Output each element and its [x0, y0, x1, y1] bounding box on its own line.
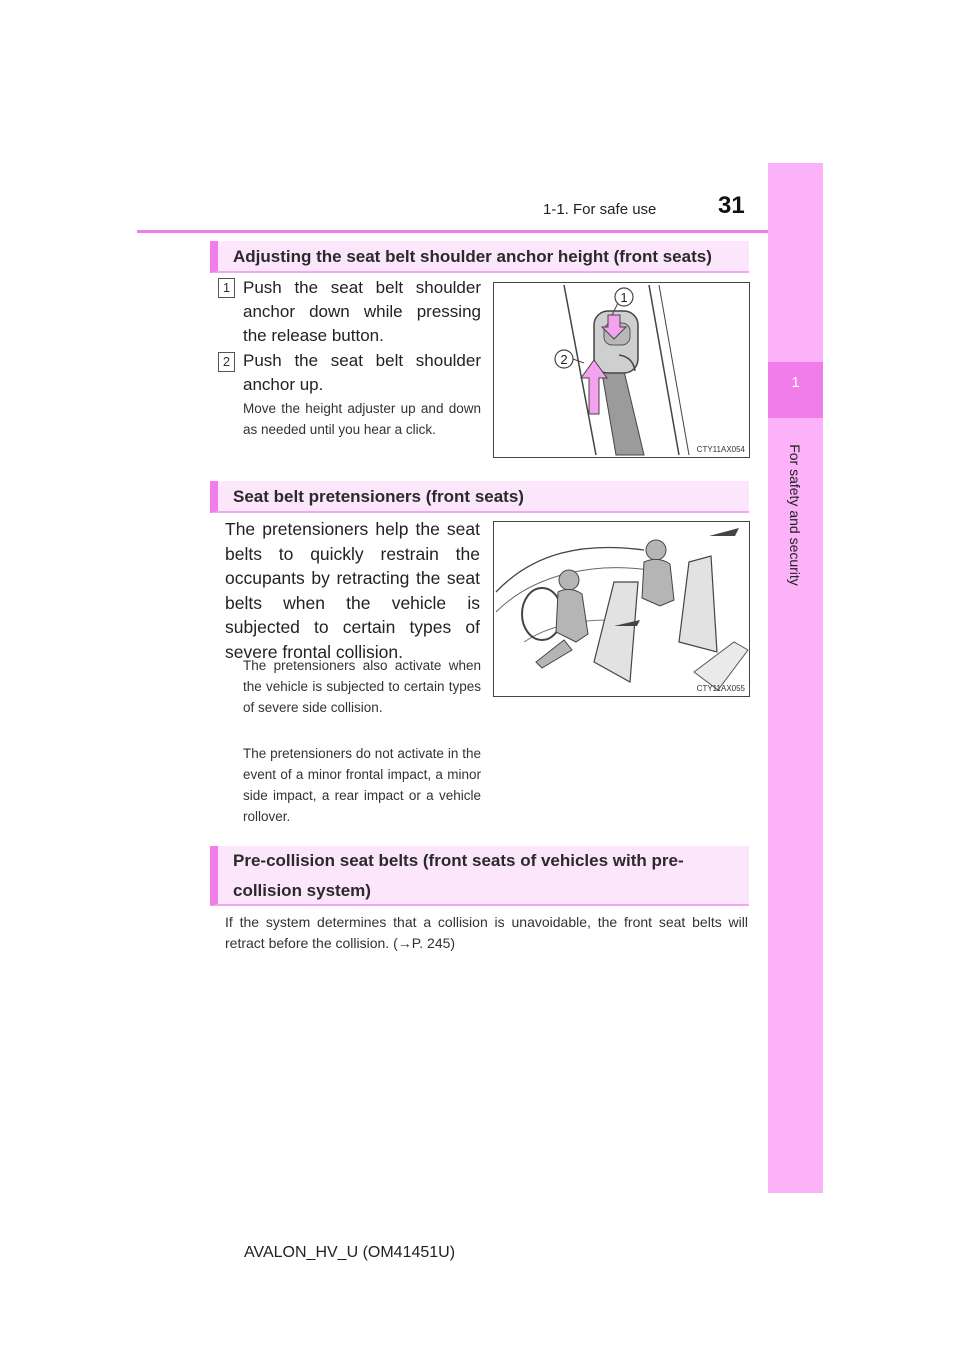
- footer-model-code: AVALON_HV_U (OM41451U): [244, 1244, 456, 1261]
- pretensioner-note-2: The pretensioners do not activate in the event of a minor frontal impact, a minor side impact, a rear impact or a vehicle rollover.: [243, 746, 481, 824]
- side-tab-chapter-number: 1: [791, 374, 800, 391]
- figure-shoulder-anchor: [493, 282, 750, 458]
- figure-callout-2: 2: [560, 352, 568, 367]
- side-tab-chapter-label: For safety and security: [787, 444, 803, 586]
- step-text-2: Push the seat belt shoulder anchor up.: [243, 351, 481, 394]
- header-rule: [137, 230, 822, 233]
- figure-caption-055: CTY11AX055: [696, 684, 745, 693]
- section-heading-shoulder-anchor: Adjusting the seat belt shoulder anchor height (front seats): [210, 241, 749, 273]
- step-note: Move the height adjuster up and down as needed until you hear a click.: [243, 401, 481, 437]
- section-heading-pretensioners: Seat belt pretensioners (front seats): [210, 481, 749, 513]
- step-text-1: Push the seat belt shoulder anchor down while pressing the release button.: [243, 278, 481, 345]
- step-number-2: 2: [218, 352, 235, 372]
- running-header-section: 1-1. For safe use: [543, 201, 657, 218]
- pretensioner-illustration: [494, 522, 749, 696]
- shoulder-anchor-illustration: [494, 283, 749, 457]
- step-number-1: 1: [218, 278, 235, 298]
- figure-caption-054: CTY11AX054: [696, 445, 745, 454]
- figure-pretensioners: [493, 521, 750, 697]
- section-heading-pre-collision: Pre-collision seat belts (front seats of vehicles with pre-collision system): [210, 846, 749, 906]
- pretensioner-note-1: The pretensioners also activate when the vehicle is subjected to certain types of severe side collision.: [243, 658, 481, 715]
- side-tab-strip: [768, 163, 823, 1193]
- pre-collision-body: If the system determines that a collision is unavoidable, the front seat belts will retract before the collision. (→P. 245): [225, 914, 748, 951]
- page-number: 31: [718, 192, 745, 219]
- pretensioner-body: The pretensioners help the seat belts to quickly restrain the occupants by retracting the seat belts when the vehicle is subjected to certain types of severe frontal collision.: [225, 519, 480, 662]
- figure-callout-1: 1: [620, 290, 628, 305]
